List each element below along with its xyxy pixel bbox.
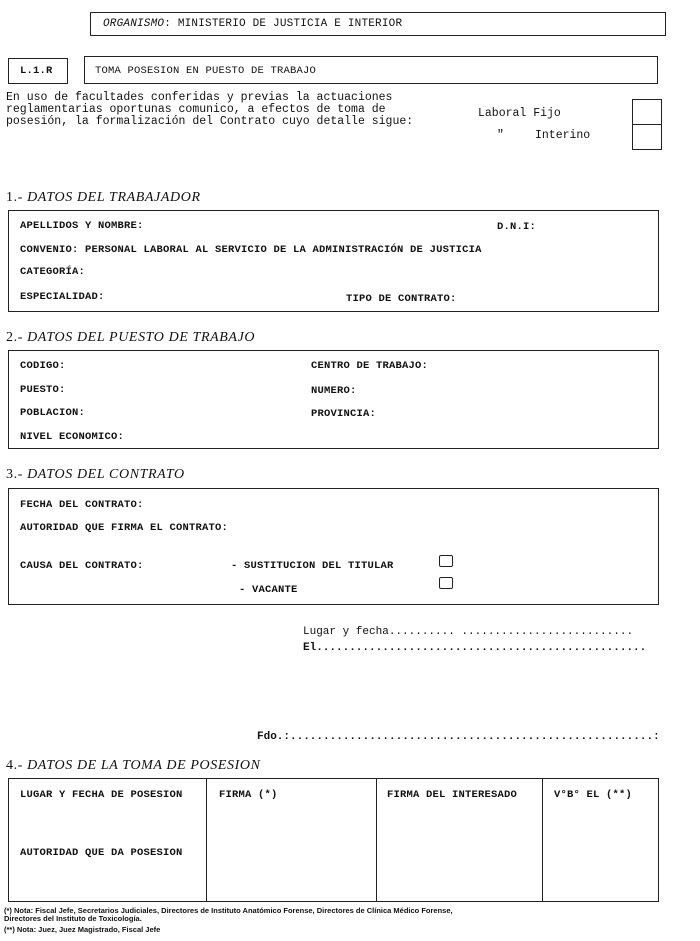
section-3-number: 3.- <box>6 467 23 482</box>
form-code-box <box>8 58 68 84</box>
autoridad-contrato-label: AUTORIDAD QUE FIRMA EL CONTRATO: <box>20 522 229 534</box>
organismo-value: : MINISTERIO DE JUSTICIA E INTERIOR <box>164 18 403 30</box>
section-3-box <box>8 488 659 605</box>
fecha-contrato-label: FECHA DEL CONTRATO: <box>20 499 144 511</box>
organismo-box <box>90 12 666 36</box>
tipo-contrato-label: TIPO DE CONTRATO: <box>346 293 457 305</box>
section-2-number: 2.- <box>6 330 23 345</box>
section-1-heading <box>6 190 201 206</box>
especialidad-label: ESPECIALIDAD: <box>20 291 105 303</box>
section-3-heading <box>6 467 185 483</box>
column-divider <box>376 779 377 901</box>
el-line: El.................................................. <box>303 642 647 654</box>
organismo-label: ORGANISMO <box>103 18 165 30</box>
checkbox-laboral-fijo[interactable] <box>632 99 662 125</box>
intro-line-3: posesión, la formalización del Contrato cuyo detalle sigue: <box>6 115 414 128</box>
lugar-fecha-line: Lugar y fecha.......... .......................... <box>303 626 634 638</box>
section-1-number: 1.- <box>6 190 23 205</box>
column-divider <box>206 779 207 901</box>
dni-label: D.N.I: <box>497 221 537 233</box>
apellidos-label: APELLIDOS Y NOMBRE: <box>20 220 144 232</box>
option-ditto-mark: " <box>497 129 504 142</box>
section-1-title: DATOS DEL TRABAJADOR <box>27 190 201 205</box>
sustitucion-label: - SUSTITUCION DEL TITULAR <box>231 560 394 572</box>
footnote-1-cont: Directores del Instituto de Toxicología. <box>4 914 142 923</box>
section-2-title: DATOS DEL PUESTO DE TRABAJO <box>27 330 256 345</box>
intro-line-2: reglamentarias oportunas comunico, a efectos de toma de <box>6 103 386 116</box>
checkbox-sustitucion[interactable] <box>439 555 453 567</box>
puesto-label: PUESTO: <box>20 384 66 396</box>
section-2-box <box>8 350 659 449</box>
section-4-number: 4.- <box>6 758 23 773</box>
vb-label: V°B° EL (**) <box>554 789 633 801</box>
footnote-2: (**) Nota: Juez, Juez Magistrado, Fiscal Jefe <box>4 925 161 934</box>
vacante-label: - VACANTE <box>239 584 298 596</box>
section-4-heading <box>6 758 261 774</box>
section-3-title: DATOS DEL CONTRATO <box>27 467 185 482</box>
causa-contrato-label: CAUSA DEL CONTRATO: <box>20 560 144 572</box>
firma-interesado-label: FIRMA DEL INTERESADO <box>387 789 518 801</box>
column-divider <box>542 779 543 901</box>
convenio-label: CONVENIO: PERSONAL LABORAL AL SERVICIO DE LA ADMINISTRACIÓN DE JUSTICIA <box>20 244 482 256</box>
form-title: TOMA POSESION EN PUESTO DE TRABAJO <box>95 65 317 77</box>
option-interino: Interino <box>535 129 591 142</box>
footnote-1: (*) Nota: Fiscal Jefe, Secretarios Judiciales, Directores de Instituto Anatómico Forense, Directores de Clínica Médico Forense, <box>4 906 453 915</box>
lugar-fecha-posesion-label: LUGAR Y FECHA DE POSESION <box>20 789 183 801</box>
form-code: L.1.R <box>20 65 53 77</box>
section-4-table <box>8 778 659 902</box>
provincia-label: PROVINCIA: <box>311 408 377 420</box>
firma-label: FIRMA (*) <box>219 789 278 801</box>
option-laboral-fijo: Laboral Fijo <box>478 107 561 120</box>
form-title-box <box>84 56 658 84</box>
poblacion-label: POBLACION: <box>20 407 86 419</box>
section-4-title: DATOS DE LA TOMA DE POSESION <box>27 758 261 773</box>
nivel-label: NIVEL ECONOMICO: <box>20 431 125 443</box>
section-2-heading <box>6 330 255 346</box>
section-1-box <box>8 210 659 312</box>
checkbox-interino[interactable] <box>632 124 662 150</box>
checkbox-vacante[interactable] <box>439 577 453 589</box>
numero-label: NUMERO: <box>311 385 357 397</box>
autoridad-posesion-label: AUTORIDAD QUE DA POSESION <box>20 847 183 859</box>
categoria-label: CATEGORÍA: <box>20 266 86 278</box>
fdo-line: Fdo.:.......................................................: <box>257 731 660 743</box>
centro-label: CENTRO DE TRABAJO: <box>311 360 429 372</box>
intro-line-1: En uso de facultades conferidas y previas la actuaciones <box>6 91 393 104</box>
codigo-label: CODIGO: <box>20 360 66 372</box>
